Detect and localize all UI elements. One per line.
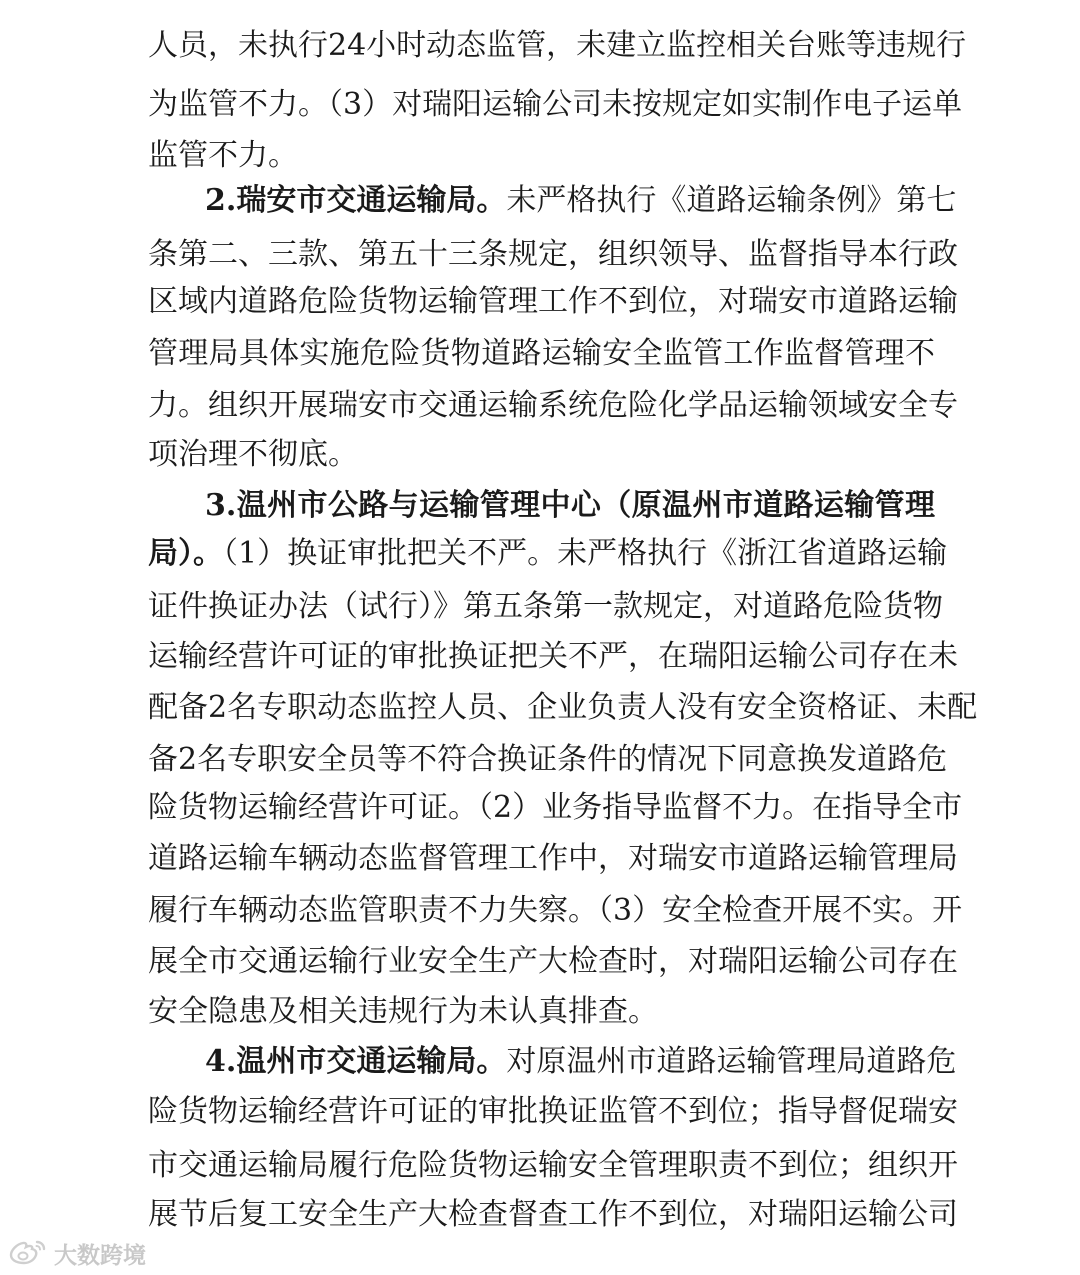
section-heading-line (0, 172, 957, 230)
line-text: 运输经营许可证的审批换证把关不严，在瑞阳运输公司存在未 (148, 639, 958, 674)
line-text: 监管不力。 (148, 138, 298, 173)
section-heading: 4.温州市交通运输局。 (205, 1044, 507, 1079)
text-line (0, 882, 963, 940)
line-text: 管理局具体实施危险货物道路运输安全监管工作监督管理不 (148, 336, 935, 371)
line-text: 对原温州市道路运输管理局道路危 (506, 1044, 957, 1079)
watermark (8, 1236, 146, 1270)
line-text: 备2名专职安全员等不符合换证条件的情况下同意换发道路危 (148, 742, 948, 777)
text-line (0, 325, 935, 383)
line-text: 力。组织开展瑞安市交通运输系统危险化学品运输领域安全专 (148, 388, 958, 423)
line-text: 市交通运输局履行危险货物运输安全管理职责不到位；组织开 (148, 1148, 958, 1183)
line-text: 条第二、三款、第五十三条规定，组织领导、监督指导本行政 (148, 237, 958, 272)
line-text: 展节后复工安全生产大检查督查工作不到位，对瑞阳运输公司 (148, 1197, 958, 1232)
line-text: 人员，未执行24小时动态监管，未建立监控相关台账等违规行 (148, 28, 967, 63)
line-text: 项治理不彻底。 (148, 437, 358, 472)
section-heading: 局）。 (148, 536, 223, 571)
line-text: 区域内道路危险货物运输管理工作不到位，对瑞安市道路运输 (148, 284, 958, 319)
section-heading: 2.瑞安市交通运输局。 (205, 183, 507, 218)
line-text: 为监管不力。（3）对瑞阳运输公司未按规定如实制作电子运单 (148, 87, 963, 122)
line-text: 险货物运输经营许可证。（2）业务指导监督不力。在指导全市 (148, 790, 963, 825)
line-text: （1）换证审批把关不严。未严格执行《浙江省道路运输 (223, 536, 948, 571)
weibo-logo-icon (8, 1238, 48, 1268)
line-text: 未严格执行《道路运输条例》第七 (506, 183, 957, 218)
text-line (0, 830, 958, 888)
text-line (0, 679, 978, 737)
line-text: 安全隐患及相关违规行为未认真排查。 (148, 994, 658, 1029)
section-heading: 3.温州市公路与运输管理中心（原温州市道路运输管理 (205, 488, 935, 523)
text-line (0, 628, 958, 686)
line-text: 道路运输车辆动态监督管理工作中，对瑞安市道路运输管理局 (148, 841, 958, 876)
watermark-text: 大数跨境 (54, 1242, 146, 1269)
line-text: 配备2名专职动态监控人员、企业负责人没有安全资格证、未配 (148, 690, 978, 725)
text-line (0, 1083, 958, 1141)
text-line (0, 779, 963, 837)
line-text: 险货物运输经营许可证的审批换证监管不到位；指导督促瑞安 (148, 1094, 958, 1129)
line-text: 证件换证办法（试行）》第五条第一款规定，对道路危险货物 (148, 589, 943, 624)
line-text: 展全市交通运输行业安全生产大检查时，对瑞阳运输公司存在 (148, 944, 958, 979)
text-line (0, 525, 948, 583)
text-line (0, 17, 967, 75)
line-text: 履行车辆动态监管职责不力失察。（3）安全检查开展不实。开 (148, 893, 963, 928)
text-line (0, 426, 935, 484)
text-line (0, 76, 963, 134)
text-line (0, 273, 958, 331)
